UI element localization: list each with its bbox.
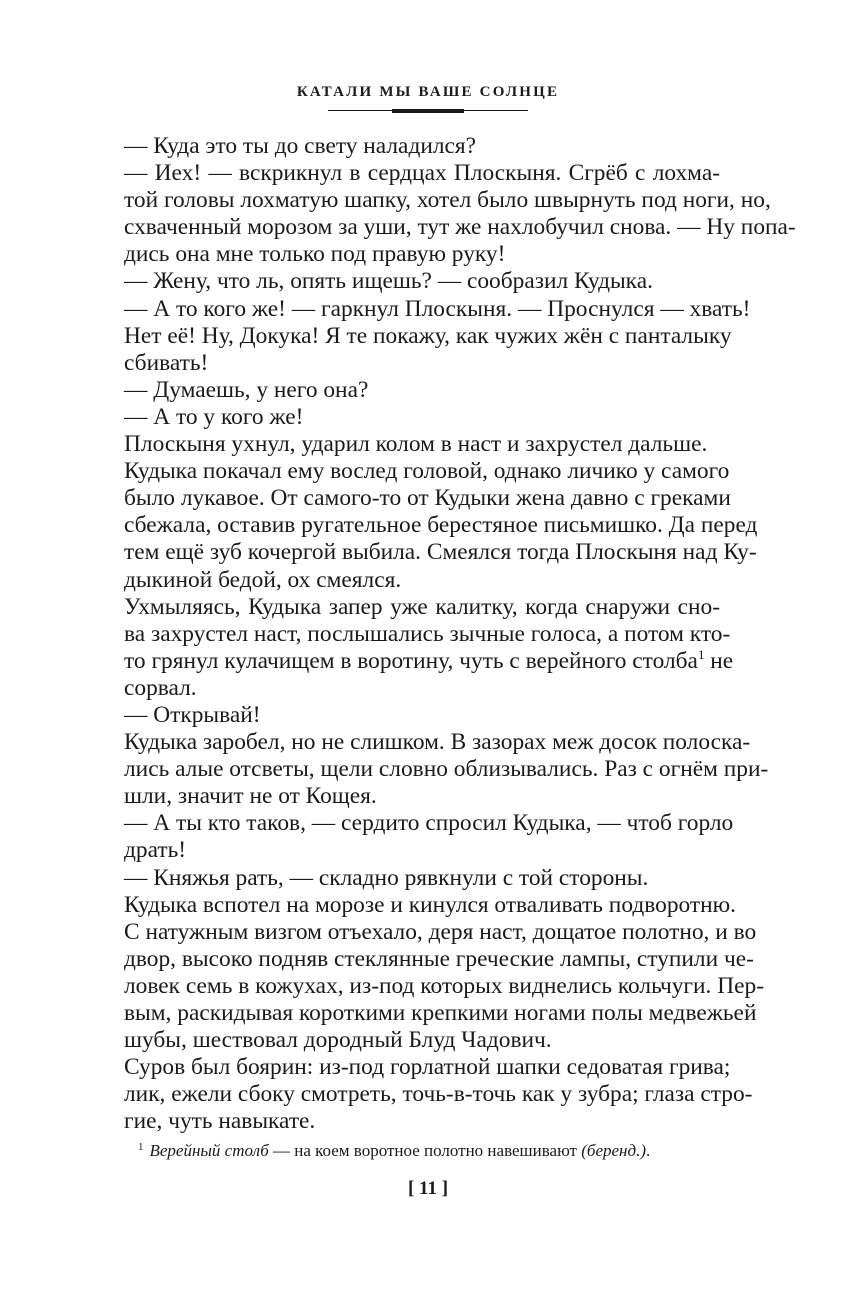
text-line: — Княжья рать, — складно рявкнули с той стороны. — [124, 864, 649, 891]
text-line: схваченный морозом за уши, тут же нахлобучил снова. — Ну попа- — [124, 214, 796, 241]
head-rule-ornament — [392, 109, 464, 113]
text-line: Суров был боярин: из-под горлатной шапки седоватая грива; — [124, 1054, 731, 1081]
text-line: — А ты кто таков, — сердито спросил Кудыка, — чтоб горло — [124, 810, 734, 837]
text-line: лик, ежели сбоку смотреть, точь-в-точь как у зубра; глаза стро- — [124, 1081, 753, 1108]
footnote-ref: 1 — [697, 646, 705, 662]
text-line: — Жену, что ль, опять ищешь? — сообразил Кудыка. — [124, 268, 653, 295]
text-line: Кудыка вспотел на морозе и кинулся отваливать подворотню. — [124, 891, 736, 918]
text-line: той головы лохматую шапку, хотел было швырнуть под ноги, но, — [124, 187, 771, 214]
text-line: то грянул кулачищем в воротину, чуть с верейного столба$^1$ не — [124, 646, 734, 674]
text-line: шубы, шествовал дородный Блуд Чадович. — [124, 1027, 552, 1054]
text-line: — А то у кого же! — [124, 403, 304, 430]
text-line: С натужным визгом отъехало, деря наст, дощатое полотно, и во — [124, 918, 757, 945]
text-line: сбежала, оставив ругательное берестяное письмишко. Да перед — [124, 512, 758, 539]
footnote-source: (беренд.) — [581, 1141, 646, 1160]
text-line: шли, значит не от Кощея. — [124, 783, 377, 810]
text-line: ловек семь в кожухах, из-под которых виднелись кольчуги. Пер- — [124, 972, 764, 999]
text-line: ва захрустел наст, послышались зычные голоса, а потом кто- — [124, 620, 731, 647]
text-line: двор, высоко подняв стеклянные греческие лампы, ступили че- — [124, 945, 754, 972]
text-line: сорвал. — [124, 674, 197, 701]
text-line: — Куда это ты до свету наладился? — [124, 133, 477, 159]
text-line: лись алые отсветы, щели словно облизывались. Раз с огнём при- — [124, 756, 769, 783]
body-text — [124, 133, 796, 1135]
text-line: дись она мне только под правую руку! — [124, 241, 506, 268]
footnote — [124, 1136, 734, 1162]
text-line: было лукавое. От самого-то от Кудыки жена давно с греками — [124, 485, 731, 512]
footnote-number: 1 — [138, 1141, 144, 1153]
text-line: Ухмыляясь, Кудыка запер уже калитку, когда снаружи сно- — [124, 593, 720, 620]
text-line: драть! — [124, 837, 187, 864]
running-head: КАТАЛИ МЫ ВАШЕ СОЛНЦЕ — [296, 84, 560, 100]
text-line: — Открывай! — [124, 701, 261, 728]
text-line: тем ещё зуб кочергой выбила. Смеялся тогда Плоскыня над Ку- — [124, 539, 757, 566]
text-line: дыкиной бедой, ох смеялся. — [124, 566, 402, 593]
footnote-end: . — [645, 1141, 651, 1160]
page-number: [ 11 ] — [407, 1178, 449, 1199]
text-line: гие, чуть навыкате. — [124, 1108, 316, 1135]
text-line: Нет её! Ну, Докука! Я те покажу, как чужих жён с панталыку — [124, 322, 732, 349]
text-line: Кудыка покачал ему вослед головой, однако личико у самого — [124, 458, 730, 485]
text-line: сбивать! — [124, 349, 209, 376]
text-line: Плоскыня ухнул, ударил колом в наст и захрустел дальше. — [124, 431, 708, 458]
text-line: — Иех! — вскрикнул в сердцах Плоскыня. Сгрёб с лохма- — [124, 160, 720, 187]
text-line: вым, раскидывая короткими крепкими ногами полы медвежьей — [124, 1000, 757, 1026]
text-line: — Думаешь, у него она? — [124, 376, 369, 403]
text-line: Кудыка заробел, но не слишком. В зазорах меж досок полоска- — [124, 729, 751, 756]
footnote-term: Верейный столб — [149, 1141, 269, 1160]
footnote-text: — на коем воротное полотно навешивают — [268, 1141, 582, 1160]
text-line: — А то кого же! — гаркнул Плоскыня. — Проснулся — хвать! — [124, 295, 751, 322]
